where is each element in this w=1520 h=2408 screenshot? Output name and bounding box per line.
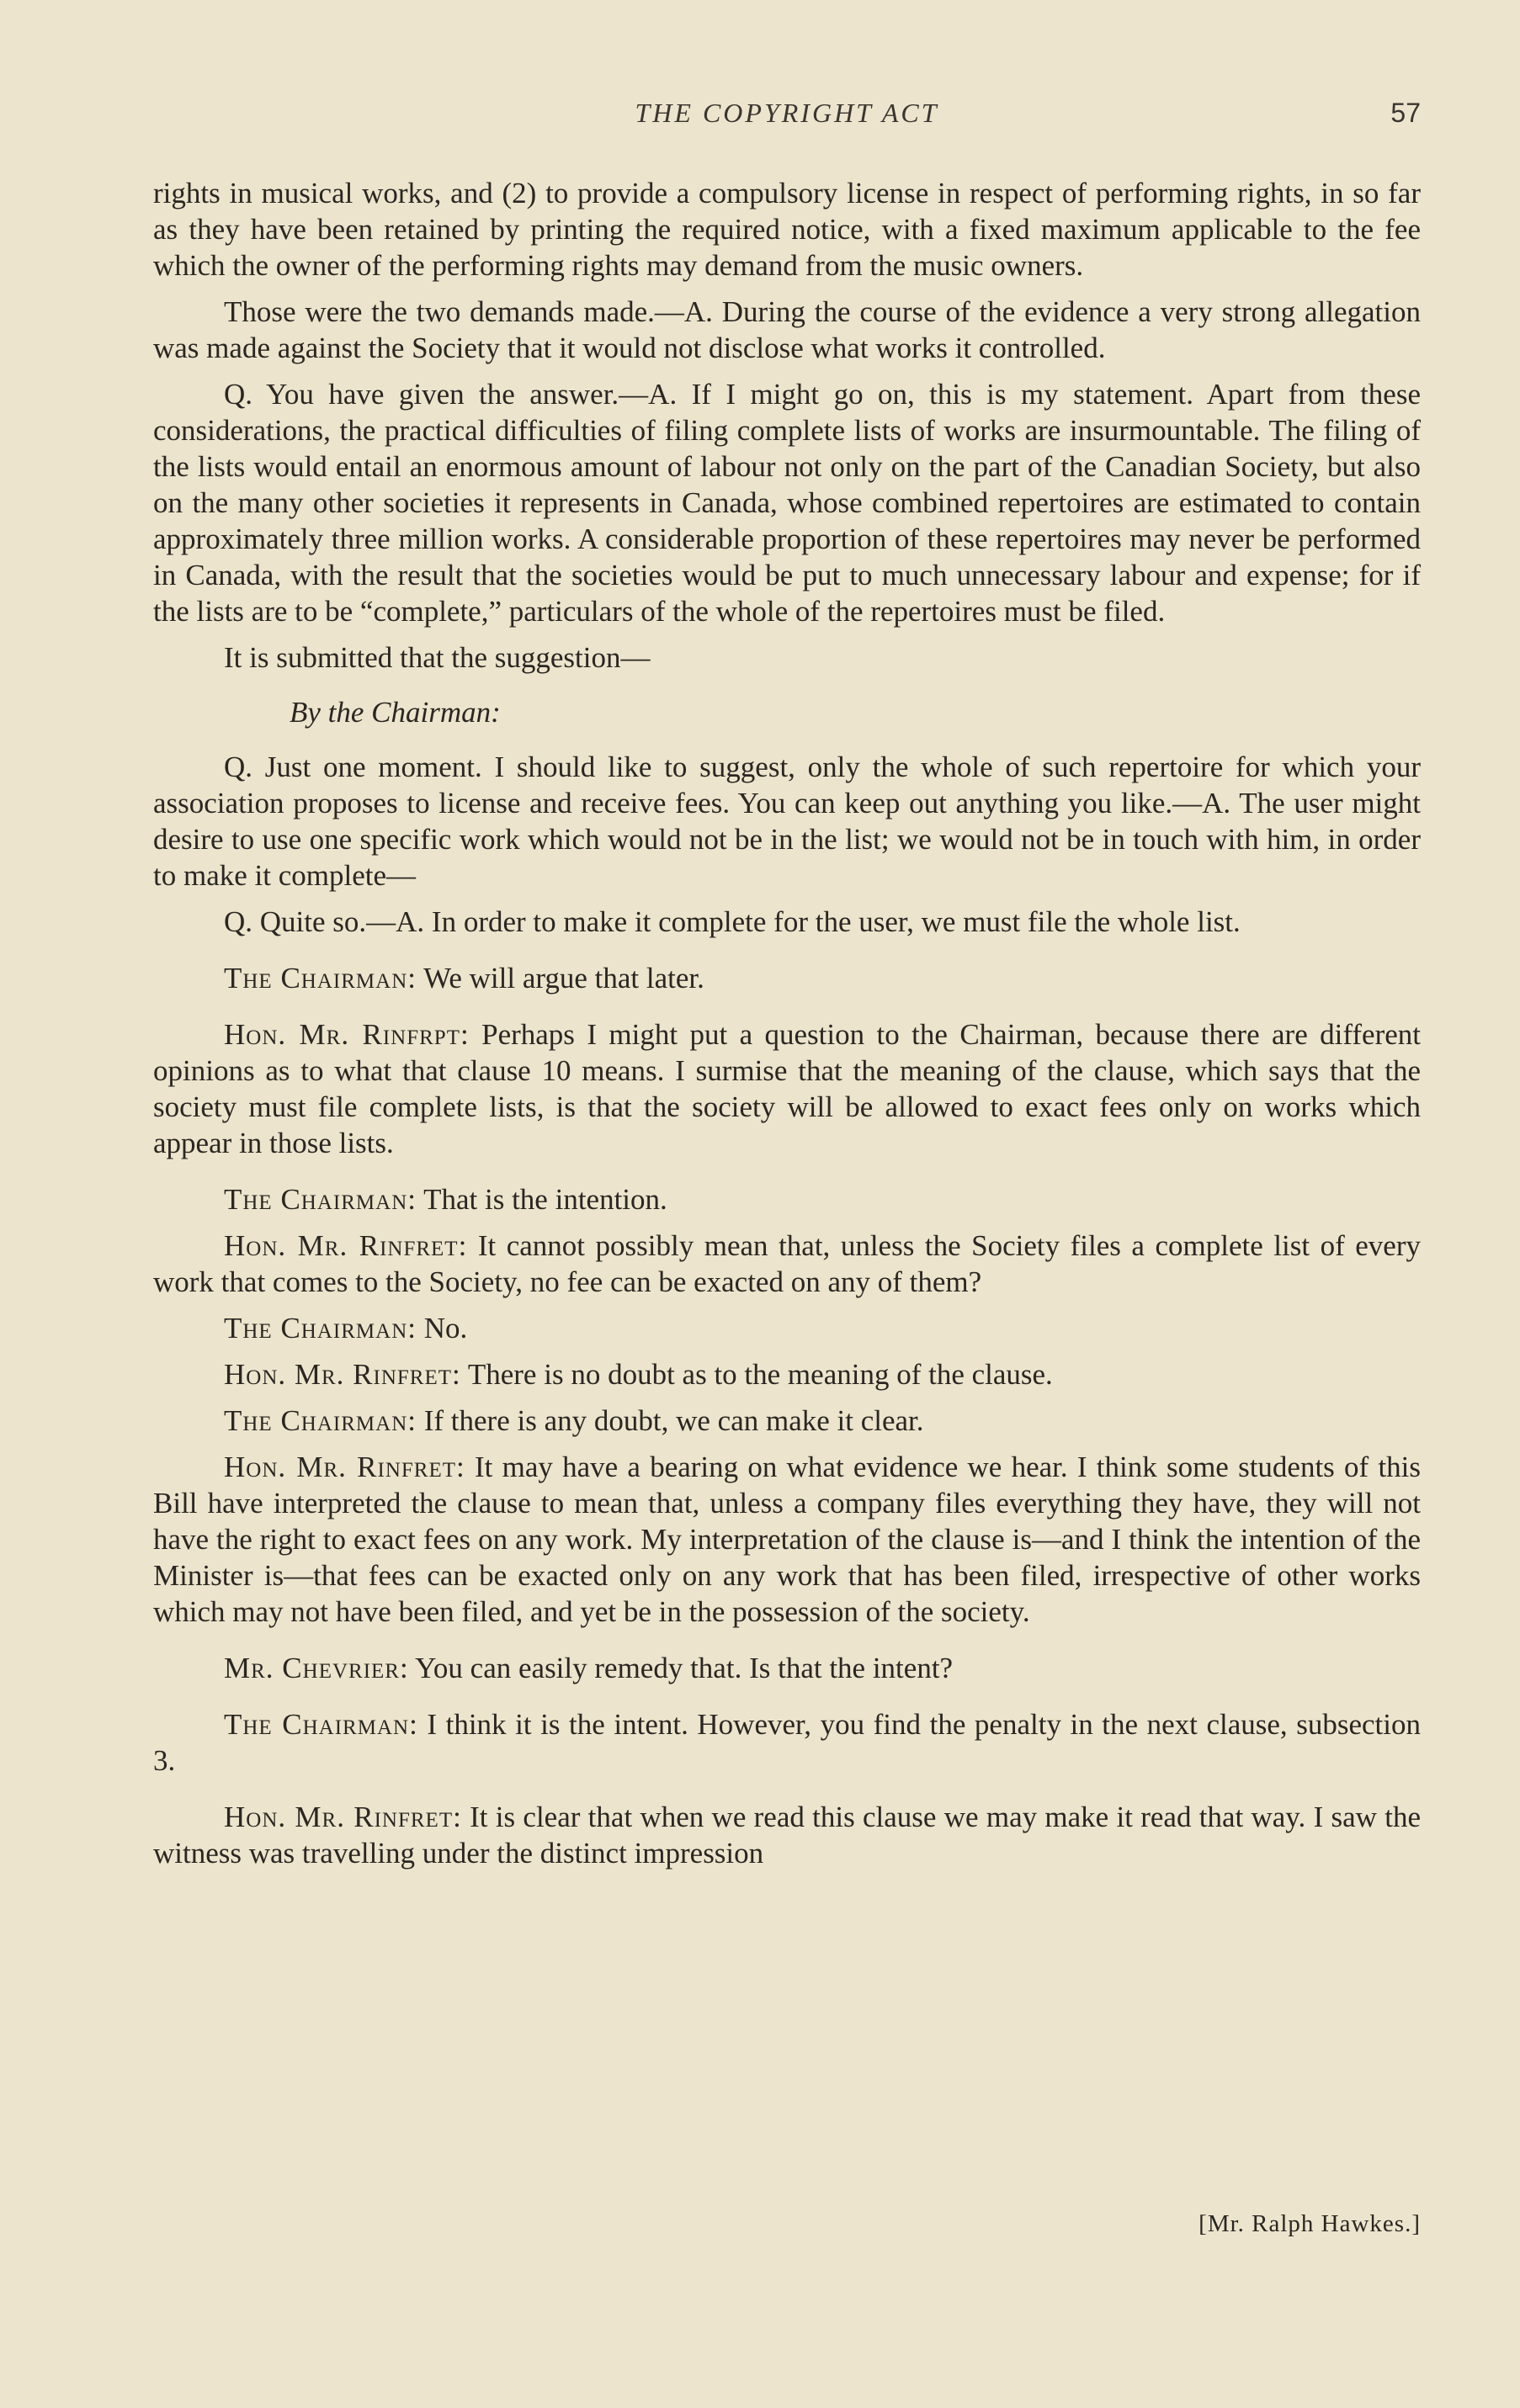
speaker: The Chairman:: [224, 1312, 417, 1345]
paragraph-17: [153, 1799, 1421, 1871]
paragraph-10: [153, 1228, 1421, 1300]
paragraph-14: [153, 1449, 1421, 1630]
paragraph-3: Q. You have given the answer.—A. If I might go on, this is my statement. Apart from these considerations, the practical difficulties of filing complete lists of works are insurmountable. The filing of the lists would entail an enormous amount of labour not only on the part of the Canadian Society, but also on the many other societies it represents in Canada, whose combined repertoires are estimated to contain approximately three million works. A considerable proportion of these repertoires may never be performed in Canada, with the result that the societies would be put to much unnecessary labour and expense; for if the lists are to be “complete,” particulars of the whole of the repertoires must be filed.: [153, 378, 1421, 628]
speech: There is no doubt as to the meaning of the clause.: [460, 1358, 1053, 1391]
section-subhead: By the Chairman:: [290, 696, 501, 729]
speaker: Hon. Mr. Rinfret:: [224, 1451, 465, 1483]
body-text: [153, 175, 1421, 1881]
speaker: The Chairman:: [224, 1183, 417, 1216]
paragraph-1: rights in musical works, and (2) to provide a compulsory license in respect of performing rights, in so far as they have been retained by printing the required notice, with a fixed maximum applicable to the fee which the owner of the performing rights may demand from the music owners.: [153, 177, 1421, 282]
speaker: The Chairman:: [224, 962, 417, 994]
speaker: Hon. Mr. Rinfret:: [224, 1801, 462, 1833]
paragraph-13: [153, 1403, 1421, 1439]
speech: It may have a bearing on what evidence we hear. I think some students of this Bill have interpreted the clause to mean that, unless a company files everything they have, they will not have the right to exact fees on any work. My interpretation of the clause is—and I think the intention of the Minister is—that fees can be exacted only on any work that has been filed, irrespective of other works which may not have been filed, and yet be in the possession of the society.: [153, 1451, 1422, 1628]
paragraph-7: [153, 960, 1421, 996]
witness-footer: [Mr. Ralph Hawkes.]: [1198, 2210, 1421, 2237]
speaker: Hon. Mr. Rinfrpt:: [224, 1018, 470, 1051]
paragraph-15: [153, 1650, 1421, 1686]
speech: No.: [416, 1312, 468, 1345]
paragraph-8: [153, 1016, 1421, 1161]
speech: You can easily remedy that. Is that the intent?: [408, 1652, 954, 1684]
speech: It cannot possibly mean that, unless the Society files a complete list of every work that comes to the Society, no fee can be exacted on any of them?: [153, 1229, 1421, 1298]
running-title: THE COPYRIGHT ACT: [635, 98, 939, 128]
speech: Perhaps I might put a question to the Chairman, because there are different opinions as to what that clause 10 means. I surmise that the meaning of the clause, which says that the society must file complete lists, is that the society will be allowed to exact fees only on works which appear in those lists.: [153, 1018, 1421, 1159]
speech: I think it is the intent. However, you find the penalty in the next clause, subsection 3.: [153, 1708, 1421, 1777]
paragraph-5: Q. Just one moment. I should like to suggest, only the whole of such repertoire for which your association proposes to license and receive fees. You can keep out anything you like.—A. The user might desire to use one specific work which would not be in the list; we would not be in touch with him, in order to make it complete—: [153, 751, 1421, 892]
speaker: Mr. Chevrier:: [224, 1652, 409, 1684]
paragraph-4: It is submitted that the suggestion—: [224, 641, 651, 674]
page-header: [153, 98, 1421, 148]
speaker: Hon. Mr. Rinfret:: [224, 1229, 468, 1262]
page-number: 57: [1390, 98, 1421, 128]
speech: We will argue that later.: [416, 962, 704, 994]
paragraph-11: [153, 1310, 1421, 1346]
paragraph-6: Q. Quite so.—A. In order to make it complete for the user, we must file the whole list.: [224, 905, 1241, 938]
paragraph-12: [153, 1356, 1421, 1392]
paragraph-2: Those were the two demands made.—A. During the course of the evidence a very strong allegation was made against the Society that it would not disclose what works it controlled.: [153, 295, 1421, 364]
speaker: Hon. Mr. Rinfret:: [224, 1358, 461, 1391]
speech: It is clear that when we read this clause we may make it read that way. I saw the witness was travelling under the distinct impression: [153, 1801, 1421, 1870]
speech: That is the intention.: [416, 1183, 667, 1216]
speech: If there is any doubt, we can make it clear.: [416, 1404, 924, 1437]
paragraph-9: [153, 1181, 1421, 1217]
paragraph-16: [153, 1706, 1421, 1779]
speaker: The Chairman:: [224, 1708, 418, 1741]
speaker: The Chairman:: [224, 1404, 417, 1437]
